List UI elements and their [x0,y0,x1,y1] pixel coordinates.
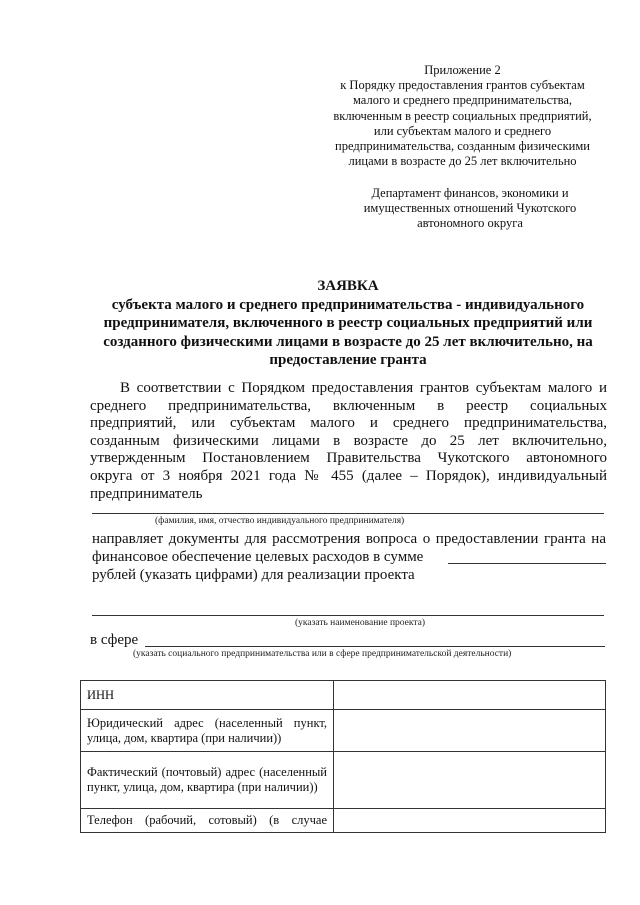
row-label-inn: ИНН [81,681,334,710]
project-name-field[interactable] [92,615,604,616]
entrepreneur-name-field[interactable] [92,513,604,514]
title-line: предпринимателя, включенного в реестр социальных предприятий или [103,315,593,332]
paragraph-line: В соответствии с Порядком предоставления грантов субъектам малого и [120,380,607,396]
title-line: предоставление гранта [269,352,427,369]
department-line: Департамент финансов, экономики и [371,186,569,200]
paragraph-line: округа от 3 ноября 2021 года № 455 (далее – Порядок), индивидуальный [90,467,607,484]
amount-label: финансовое обеспечение целевых расходов в сумме [92,549,424,565]
project-field-caption: (указать наименование проекта) [295,618,426,628]
name-field-caption: (фамилия, имя, отчество индивидуального предпринимателя) [155,516,405,526]
table-row [81,681,606,710]
appendix-line: Приложение 2 [424,63,501,77]
department-line: имущественных отношений Чукотского [363,201,577,216]
paragraph-line: утвержденным Постановлением Правительства Чукотского автономного [90,450,607,467]
paragraph-line: предприниматель [90,485,203,502]
phone-value-cell[interactable] [334,809,606,833]
sphere-label: в сфере [90,632,139,648]
document-title [72,277,624,370]
row-label-legal-address: Юридический адрес (населенный пункт, улица, дом, квартира (при наличии)) [81,710,334,752]
row-label-actual-address: Фактический (почтовый) адрес (населенный пункт, улица, дом, квартира (при наличии)) [81,752,334,809]
addressee-department [340,186,600,232]
sphere-field-caption: (указать социального предпринимательства или в сфере предпринимательской деятельности) [133,649,512,659]
appendix-line: лицами в возрасте до 25 лет включительно [348,154,577,169]
sends-documents-line: направляет документы для рассмотрения вопроса о предоставлении гранта на [92,531,606,547]
inn-value-cell[interactable] [334,681,606,710]
grant-amount-field[interactable] [448,563,606,564]
title-line: субъекта малого и среднего предпринимательства - индивидуального [111,296,585,313]
rubles-line: рублей (указать цифрами) для реализации проекта [92,567,415,583]
appendix-line: или субъектам малого и среднего [373,123,552,138]
paragraph-line: созданным физическими лицами в возрасте до 25 лет включительно, [90,432,607,449]
paragraph-line: среднего предпринимательства, включенным в реестр социальных [90,397,607,414]
row-label-phone: Телефон (рабочий, сотовый) (в случае [81,809,334,833]
appendix-line: к Порядку предоставления грантов субъектам [340,78,585,93]
paragraph-line: предприятий, или субъектам малого и среднего предпринимательства, [90,415,607,432]
sphere-field[interactable] [145,646,605,647]
title-heading: ЗАЯВКА [317,278,379,294]
table-row [81,710,606,752]
department-line: автономного округа [417,216,523,231]
applicant-info-table [80,680,606,833]
appendix-header [320,63,605,169]
table-row [81,809,606,833]
table-row [81,752,606,809]
title-line: созданного физическими лицами в возрасте до 25 лет включительно, на [103,333,593,350]
actual-address-value-cell[interactable] [334,752,606,809]
intro-paragraph [90,380,607,503]
legal-address-value-cell[interactable] [334,710,606,752]
appendix-line: включенным в реестр социальных предприятий, [333,108,592,123]
appendix-line: предпринимательства, созданным физическими [335,139,590,154]
appendix-line: малого и среднего предпринимательства, [352,93,573,108]
